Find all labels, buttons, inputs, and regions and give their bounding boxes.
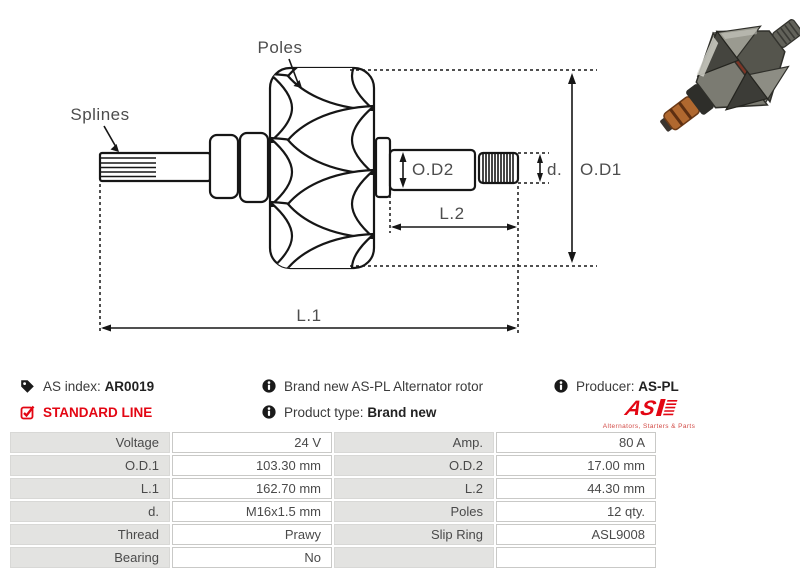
description-text: Brand new AS-PL Alternator rotor [284,378,484,394]
dim-l2 [391,224,517,231]
spec-value: 44.30 mm [496,478,656,499]
label-od2: O.D2 [412,160,454,179]
collar-right [376,138,390,197]
info-icon [554,379,568,393]
spec-label: L.2 [334,478,494,499]
spec-label: d. [10,501,170,522]
info-icon [262,405,276,419]
spec-value: No [172,547,332,568]
label-l1: L.1 [296,306,322,325]
logo-tagline: Alternators, Starters & Parts [602,423,696,430]
spec-value: M16x1.5 mm [172,501,332,522]
table-row [10,547,656,568]
label-splines: Splines [70,105,130,124]
collar-1 [210,135,238,198]
product-photo-thumbnail[interactable] [633,0,800,162]
checkbox-checked-icon [20,405,35,420]
spec-value: Prawy [172,524,332,545]
producer [554,377,679,395]
logo-as-text: AS [622,398,659,418]
dim-l1 [101,325,517,332]
table-row [10,432,656,453]
product-type [262,403,436,421]
spec-label: O.D.2 [334,455,494,476]
product-description [262,377,483,395]
spec-label: L.1 [10,478,170,499]
spec-label: Slip Ring [334,524,494,545]
as-index-value: AR0019 [104,378,155,394]
spec-value: 17.00 mm [496,455,656,476]
spec-label [334,547,494,568]
asl-logo-icon [617,398,681,418]
spec-value: 80 A [496,432,656,453]
spec-label: Thread [10,524,170,545]
spec-value: ASL9008 [496,524,656,545]
spec-label: Amp. [334,432,494,453]
as-index [20,377,154,395]
table-row [10,524,656,545]
standard-line-badge [20,403,152,421]
spec-label: Bearing [10,547,170,568]
as-index-text: AS index: AR0019 [43,378,155,394]
tag-icon [20,379,35,394]
label-d: d. [547,160,563,179]
spec-value: 103.30 mm [172,455,332,476]
standard-line-label: STANDARD LINE [43,404,153,420]
spec-label: O.D.1 [10,455,170,476]
spec-value: 12 qty. [496,501,656,522]
label-l2: L.2 [439,204,465,223]
producer-value: AS-PL [638,378,679,394]
spec-value: 162.70 mm [172,478,332,499]
asl-brand-logo [592,398,706,430]
collar-2 [240,133,268,202]
producer-text: Producer: AS-PL [576,378,679,394]
table-row [10,478,656,499]
table-row [10,501,656,522]
dim-d [537,154,543,182]
label-od1: O.D1 [580,160,622,179]
product-type-value: Brand new [367,404,437,420]
specs-table [8,430,658,570]
table-row [10,455,656,476]
info-icon [262,379,276,393]
spec-label: Voltage [10,432,170,453]
product-type-text: Product type: Brand new [284,404,437,420]
spec-value [496,547,656,568]
label-poles: Poles [257,38,303,57]
spec-label: Poles [334,501,494,522]
spec-value: 24 V [172,432,332,453]
dim-od1 [568,73,576,263]
